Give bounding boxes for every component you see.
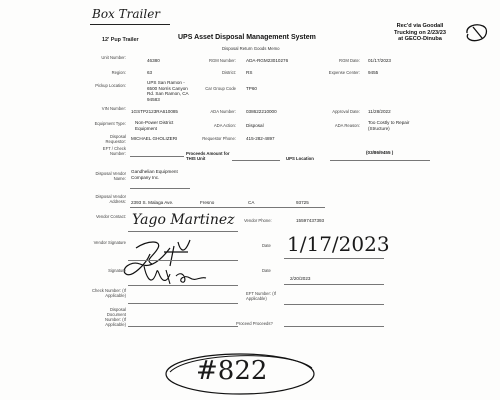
equipment-type-label: Equipment Type: [94, 121, 126, 126]
eft-line [130, 156, 184, 157]
rgm-date: 01/17/2023 [368, 58, 391, 63]
requestor-phone: 415-282-4897 [246, 136, 275, 141]
eft-number-label: EFT Number: (If Applicable) [246, 291, 276, 301]
approval-date: 11/28/2022 [368, 109, 391, 114]
trailer-label: 12' Pup Trailer [102, 37, 139, 43]
handwritten-tag-number: #822 [196, 356, 268, 386]
vendor-phone: 15597437393 [296, 218, 325, 223]
ada-number: 038622210000 [246, 109, 277, 114]
unit-number-label: Unit Number: [101, 55, 126, 60]
approval-date-label: Approval Date: [332, 109, 360, 114]
proceeds-line [232, 160, 280, 161]
vendor-name-label: Disposal Vendor Name: [95, 171, 126, 181]
region: 63 [147, 70, 153, 75]
requestor-phone-label: Requestor Phone: [202, 136, 236, 141]
vendor-address-line [130, 207, 325, 208]
ups-date: 2/20/2023 [290, 276, 311, 281]
requestor-label: Disposal Requestor: [105, 134, 126, 144]
received-note-line-2: Trucking on 2/23/23 [394, 29, 446, 36]
vendor-name-line [130, 188, 190, 189]
rgm-number: ADA-RGM23010276 [246, 58, 289, 63]
vendor-address-label: Disposal Vendor Address: [95, 194, 126, 204]
received-note-line-1: Rec'd via Goodall [396, 23, 444, 29]
car-group-code: TP60 [246, 86, 257, 91]
page-title: UPS Asset Disposal Management System [178, 34, 316, 41]
region-label: Region: [111, 70, 126, 75]
eft-number-line [284, 304, 384, 305]
handwritten-date: 1/17/2023 [287, 232, 390, 256]
ups-date-label: Date [262, 268, 271, 273]
pickup-location: UPS San Ramon - 6500 Norris Canyon Rd. San Ramon, CA 94583 [147, 80, 189, 102]
ada-reason-label: ADA Reason: [334, 123, 360, 128]
vin: 1GSTP2123RA610085 [131, 109, 178, 114]
ups-signature-line [128, 285, 238, 286]
handwritten-trailer-type: Box Trailer [92, 7, 161, 21]
vendor-city: Fresno [200, 200, 215, 205]
disposal-document-line [128, 326, 238, 327]
vendor-signature-line [128, 260, 238, 261]
ups-date-line [284, 284, 384, 285]
handwritten-check-mark [464, 22, 490, 44]
ada-number-label: ADA Number: [210, 109, 236, 114]
ups-location-label: UPS Location [286, 156, 314, 161]
requestor: MICHAEL GHOLIZERI [131, 136, 178, 141]
check-number-label: Check Number: (If Applicable) [92, 288, 126, 298]
ups-signature-label: Signature [108, 268, 126, 273]
proceeds-label: Proceeds Amount for THIS Unit [186, 151, 230, 162]
unit-number: 46380 [147, 58, 160, 63]
proceeds-question-label: Proceed Proceeds? [236, 321, 273, 326]
expense-center-label: Expense Center: [328, 70, 360, 75]
district-label: District: [222, 70, 236, 75]
handwritten-vendor-contact: Yago Martinez [132, 212, 235, 228]
handwritten-underline [90, 24, 170, 25]
vendor-contact-label: Vendor Contact: [95, 214, 126, 219]
received-note-line-3: at GECO-Dinuba [398, 36, 442, 42]
vin-label: VIN Number: [101, 106, 126, 111]
vendor-signature-label: Vendor Signature [93, 240, 126, 245]
disposal-document-label: Disposal Document Number: (If Applicable) [105, 307, 126, 327]
vendor-name: Gandhelian Equipment Company Inc. [131, 169, 178, 180]
ada-reason: Too Costly to Repair (Structure) [368, 120, 410, 131]
proceeds-question-line [284, 326, 384, 327]
vendor-zip: 93725 [296, 200, 309, 205]
ups-location: (03/86/9455 ) [366, 150, 394, 155]
expense-center: 9455 [368, 70, 379, 75]
district: RS [246, 70, 253, 75]
eft-label: EFT / Check Number: [102, 146, 126, 156]
equipment-type: Non-Power District Equipment [135, 120, 174, 131]
ups-location-line [330, 160, 430, 161]
date-label: Date [262, 243, 271, 248]
check-number-line [128, 303, 238, 304]
ada-action: Disposal [246, 123, 264, 128]
received-note [378, 23, 462, 43]
ada-action-label: ADA Action: [213, 123, 236, 128]
page-subtitle: Disposal Return Goods Memo [222, 46, 280, 51]
car-group-code-label: Car Group Code [205, 86, 236, 91]
rgm-date-label: RGM Date: [339, 58, 360, 63]
rgm-number-label: RGM Number: [209, 58, 236, 63]
vendor-state: CA [248, 200, 255, 205]
date-line [284, 258, 384, 259]
vendor-contact-line [128, 231, 238, 232]
vendor-phone-label: Vendor Phone: [244, 218, 272, 223]
vendor-street: 2393 S. Malaga Ave. [131, 200, 174, 205]
pickup-location-label: Pickup Location: [95, 83, 126, 88]
